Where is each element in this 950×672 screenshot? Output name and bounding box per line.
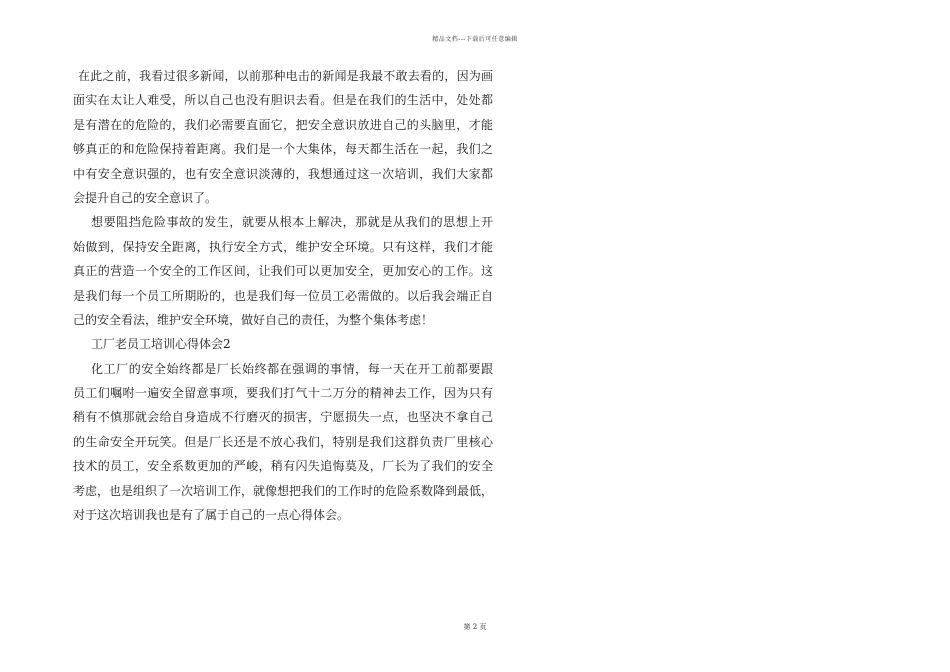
document-body <box>73 64 493 527</box>
paragraph-line: 技术的员工，安全系数更加的严峻，稍有闪失追悔莫及，厂长为了我们的安全 <box>73 459 493 474</box>
paragraph-line: 想要阻挡危险事故的发生，就要从根本上解决，那就是从我们的思想上开 <box>91 215 493 230</box>
paragraph-line: 化工厂的安全始终都是厂长始终都在强调的事情，每一天在开工前都要跟 <box>91 361 493 376</box>
paragraph-line: 够真正的和危险保持着距离。我们是一个大集体，每天都生活在一起，我们之 <box>73 142 493 157</box>
paragraph-line: 始做到，保持安全距离，执行安全方式，维护安全环境。只有这样，我们才能 <box>73 239 493 254</box>
paragraph-line: 对于这次培训我也是有了属于自己的一点心得体会。 <box>73 508 350 523</box>
paragraph-line: 在此之前，我看过很多新闻，以前那种电击的新闻是我最不敢去看的，因为画 <box>78 69 493 83</box>
page-header: 精品文档---下载后可任意编辑 <box>432 36 518 43</box>
paragraph-line: 的生命安全开玩笑。但是厂长还是不放心我们，特别是我们这群负责厂里核心 <box>73 434 493 449</box>
paragraph-line: 考虑，也是组织了一次培训工作，就像想把我们的工作时的危险系数降到最低， <box>73 483 494 498</box>
page-number: 第 2 页 <box>463 623 487 631</box>
paragraph-line: 员工们嘱咐一遍安全留意事项，要我们打气十二万分的精神去工作，因为只有 <box>73 386 493 401</box>
paragraph-line: 中有安全意识强的，也有安全意识淡薄的，我想通过这一次培训，我们大家都 <box>73 166 493 181</box>
paragraph-line: 真正的营造一个安全的工作区间，让我们可以更加安全，更加安心的工作。这 <box>73 264 493 279</box>
paragraph-line: 面实在太让人难受，所以自己也没有胆识去看。但是在我们的生活中，处处都 <box>73 93 493 108</box>
paragraph-line: 会提升自己的安全意识了。 <box>73 190 218 205</box>
paragraph-line: 稍有不慎那就会给自身造成不行磨灭的损害，宁愿损失一点，也坚决不拿自己 <box>73 410 493 425</box>
paragraph-line: 是有潜在的危险的，我们必需要直面它，把安全意识放进自己的头脑里，才能 <box>73 117 493 132</box>
paragraph-line: 是我们每一个员工所期盼的，也是我们每一位员工必需做的。以后我会端正自 <box>73 288 493 303</box>
paragraph-line: 己的安全看法，维护安全环境，做好自己的责任，为整个集体考虑！ <box>73 312 434 327</box>
section-heading: 工厂老员工培训心得体会2 <box>91 337 231 352</box>
